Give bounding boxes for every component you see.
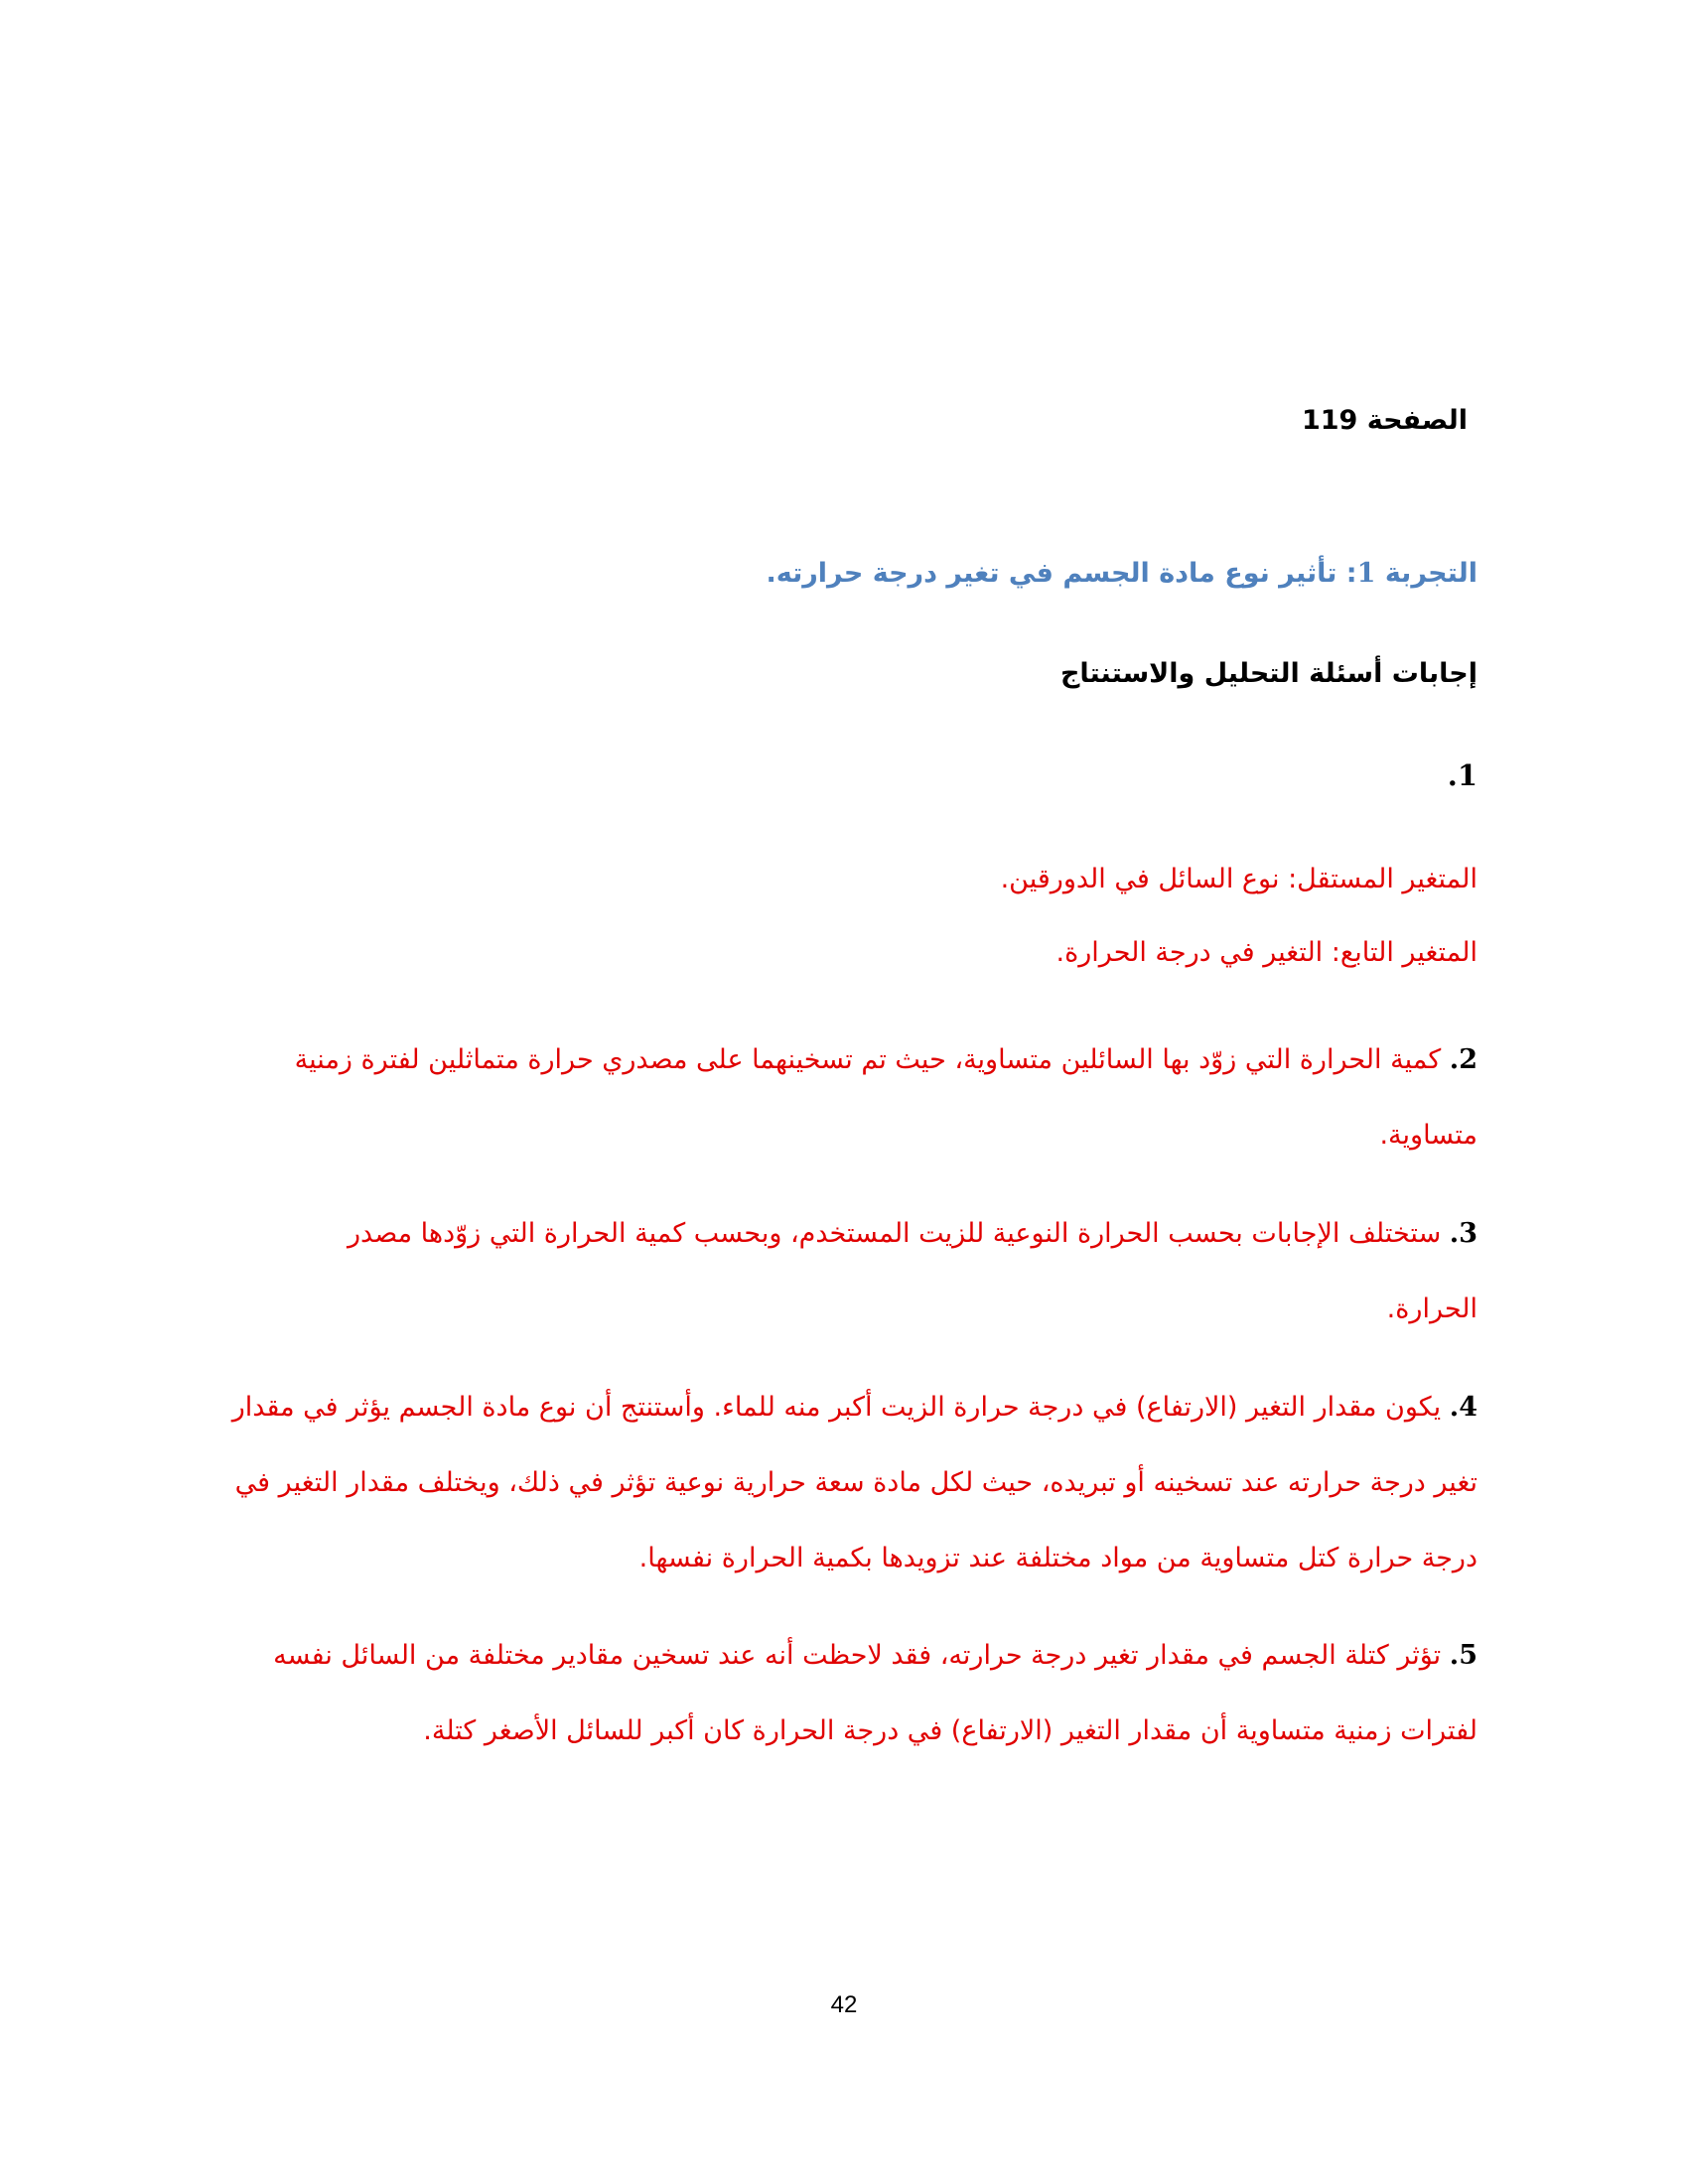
footer-page-number: 42 [830,1991,858,2018]
answer-3-text: ستختلف الإجابات بحسب الحرارة النوعية للزيت المستخدم، وبحسب كمية الحرارة التي زوّدها مصدر الحرارة. [348,1218,1477,1324]
answer-2 [228,1023,1477,1173]
answer-5 [228,1618,1477,1769]
answer-2-text: كمية الحرارة التي زوّد بها السائلين متساوية، حيث تم تسخينهما على مصدري حرارة متماثلين لفترة زمنية متساوية. [294,1044,1477,1151]
experiment-label: التجربة [1384,558,1477,589]
answer-3-number: 3. [1449,1218,1477,1249]
section-heading: إجابات أسئلة التحليل والاستنتاج [1059,658,1477,689]
question-1-number: 1. [1447,758,1477,792]
answer-4-number: 4. [1449,1392,1477,1423]
answer-2-number: 2. [1449,1044,1477,1075]
experiment-title-text: : تأثير نوع مادة الجسم في تغير درجة حرارته. [766,558,1357,589]
answer-5-text: تؤثر كتلة الجسم في مقدار تغير درجة حرارته، فقد لاحظت أنه عند تسخين مقادير مختلفة من السائل نفسه لفترات زمنية متساوية أن مقدار التغير (الارتفاع) في درجة الحرارة كان أكبر للسائل الأصغر كتلة. [273,1640,1477,1746]
experiment-number: 1 [1356,558,1376,589]
answer-5-number: 5. [1449,1640,1477,1671]
page-heading: الصفحة 119 [1301,405,1468,436]
answer-3 [266,1196,1477,1347]
experiment-title [228,558,1477,589]
answer-4 [228,1370,1477,1596]
answer-1-dependent-variable: المتغير التابع: التغير في درجة الحرارة. [1055,937,1477,968]
answer-4-text: يكون مقدار التغير (الارتفاع) في درجة حرارة الزيت أكبر منه للماء. وأستنتج أن نوع مادة الجسم يؤثر في مقدار تغير درجة حرارته عند تسخينه أو تبريده، حيث لكل مادة سعة حرارية نوعية تؤثر في ذلك، ويختلف مقدار التغير في درجة حرارة كتل متساوية من مواد مختلفة عند تزويدها بكمية الحرارة نفسها. [231,1392,1477,1573]
answer-1-independent-variable: المتغير المستقل: نوع السائل في الدورقين. [1000,864,1477,894]
